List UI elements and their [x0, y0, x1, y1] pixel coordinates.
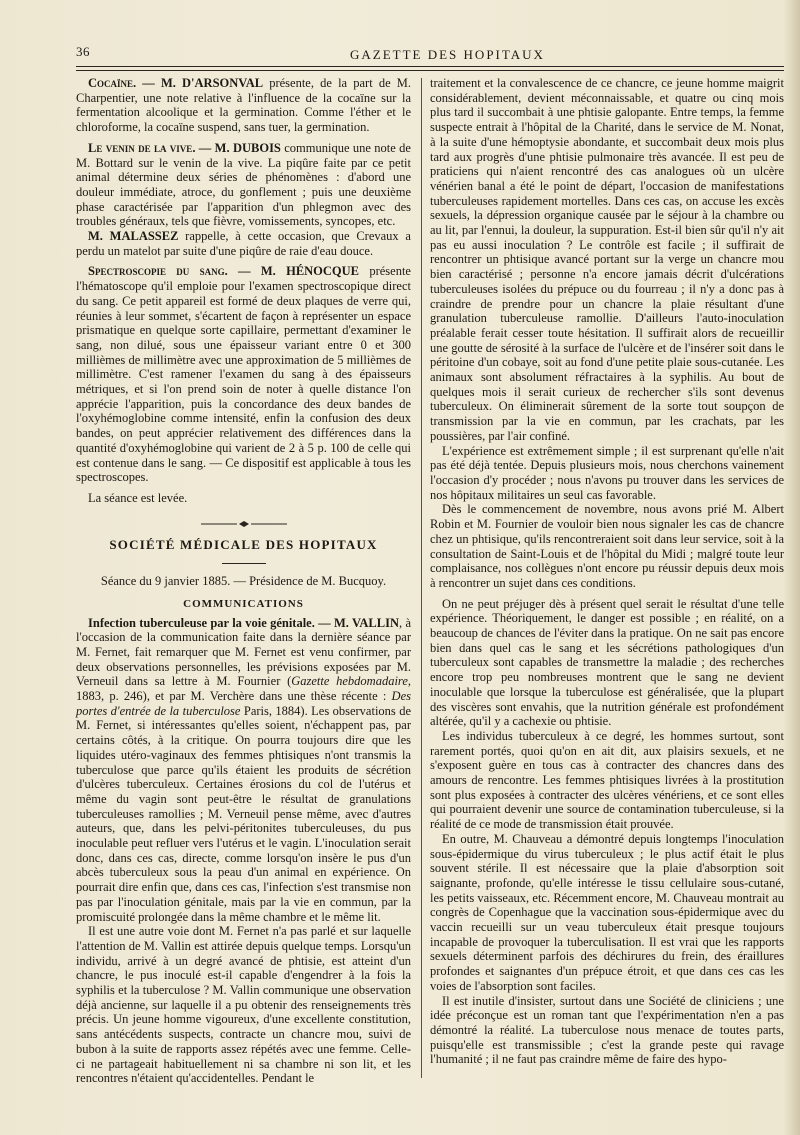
paragraph-seance-levee: La séance est levée. [88, 490, 188, 505]
running-title: GAZETTE DES HOPITAUX [350, 47, 545, 62]
section-ornament [76, 518, 411, 533]
paragraph-lead: Spectroscopie du sang. — M. HÉNOCQUE [88, 264, 360, 279]
session-line: Séance du 9 janvier 1885. — Présidence de M. Bucquoy. [100, 574, 387, 589]
paragraph-text: , 1883, p. 246), et par M. Verchère dans une thèse récente : [76, 674, 411, 704]
paragraph-spectroscopie [76, 264, 411, 485]
ornament-rule-icon [199, 520, 289, 528]
page-number: 36 [76, 44, 90, 59]
communications-heading: COMMUNICATIONS [183, 597, 304, 610]
left-column [76, 76, 411, 1086]
paragraph-individus: Les individus tuberculeux à ce degré, les hommes surtout, sont rarement portés, quoi qu'on en ait dit, aux plaisirs sexuels, et ne s'exposent guère en tous cas à contracter des chancres dans des amours de rencontre. Les femmes phtisiques livrées à la prostitution sont plus exposées à contracter des ulcères vénériens, et ce sont elles qui pourraient devenir une source de contamination tuberculeuse, si la réalité de ce mode de transmission était prouvée. [430, 728, 784, 832]
paragraph-autre-voie: Il est une autre voie dont M. Fernet n'a pas parlé et sur laquelle l'attention de M. Vallin est attirée depuis quelque temps. Lorsqu'un individu, arrivé à un degré avancé de phtisie, est atteint d'un chancre, le pus inoculé est-il capable d'engendrer à la fois la syphilis et la tuberculose ? M. Vallin communique une observation déjà ancienne, sur laquelle il a pu obtenir des renseignements très précis. Un jeune homme vigoureux, d'une excellente constitution, sans antécédents suspects, contracte un chancre mou, suivi de bubon à la suite de rapports assez répétés avec une femme. Celle-ci ne partageait habituellement ni sa chambre ni son lit, et les rencontres n'étaient qu'accidentelles. Pendant le [76, 924, 411, 1086]
paragraph-lead: Infection tuberculeuse par la voie génitale. — M. VALLIN [88, 615, 399, 630]
paragraph-text: communique une note de M. Bottard sur le venin de la vive. La piqûre faite par ce petit animal détermine deux séries de phénomènes : d'abord une douleur immédiate, atroce, du gonflement ; puis une deuxième phase caractérisée par l'apparition d'un phlegmon avec des troubles généraux, tels que fièvre, vomissements, syncopes, etc. [76, 140, 411, 229]
column-divider [421, 78, 422, 1078]
paragraph-text: présente, de la part de M. Charpentier, une note relative à l'influence de la cocaïne sur la fermentation alcoolique et la germination. Comme l'éther et le chloroforme, la cocaïne suspend, sans tuer, la germination. [76, 76, 411, 135]
citation-title: Des portes d'entrée de la tuberculose [76, 689, 411, 718]
paragraph-experience: L'expérience est extrêmement simple ; il est surprenant qu'elle n'ait pas été déjà tentée. Depuis plusieurs mois, nous cherchons vainement l'occasion d'y procéder ; nous n'avons pu trouver dans les services de nos hôpitaux militaires un seul cas favorable. [430, 443, 784, 502]
short-rule [222, 563, 266, 564]
paragraph-inutile: Il est inutile d'insister, surtout dans une Société de cliniciens ; une idée préconçue est un roman tant que l'expérimentation n'en a pas démontré la réalité. La tuberculose nous menace de toutes parts, puisqu'elle est transmissible ; c'est la grande peste qui ravage l'humanité ; il ne faut pas craindre même de faire des hypo- [430, 993, 784, 1067]
paragraph-venin [76, 141, 411, 229]
paragraph-novembre: Dès le commencement de novembre, nous avons prié M. Albert Robin et M. Fournier de vouloir bien nous signaler les cas de chancre chez un phtisique, qu'ils rencontreraient soit dans leur service, soit à la consultation de Saint-Louis et de l'hôpital du Midi ; malgré toute leur complaisance, nos collègues n'ont encore pu réussir depuis deux mois à rencontrer un sujet dans ces conditions. [430, 502, 784, 590]
paragraph-malassez [76, 229, 411, 258]
header-rule-thin [76, 70, 784, 71]
section-heading-society: SOCIÉTÉ MÉDICALE DES HOPITAUX [109, 537, 378, 553]
citation-title: Gazette hebdomadaire [291, 674, 408, 689]
paragraph-text: Paris, 1884). Les observations de M. Fernet, si intéressantes qu'elles soient, n'échappent pas, par certains côtés, à la critique. On pourra toujours dire que les liquides utéro-vaginaux des femmes phtisiques n'ont transmis la tuberculose que parce qu'ils étaient les produits de sécrétion d'ulcères tuberculeux. Certaines érosions du col de l'utérus et même du vagin sont peut-être le résultat de granulations tuberculeuses ramollies ; M. Verneuil pense même, avec d'autres auteurs, que, dans les pelvi-péritonites tuberculeuses, du pus inoculable peut refluer vers l'utérus et le vagin. L'inoculation serait donc, dans ces cas, directe, comme lorsqu'on insère le pus d'un abcès tuberculeux sous la peau d'un animal en expérience. On pourrait dire enfin que, dans ces cas, l'infection s'est transmise non pas par l'inoculation génitale, mais par la vie en commun, par la promiscuité prolongée dans la même chambre et le même lit. [76, 703, 412, 924]
paragraph-lead: M. MALASSEZ [88, 229, 179, 244]
paragraph-traitement: traitement et la convalescence de ce chancre, ce jeune homme maigrit considérablement, devient méconnaissable, et quatre ou cinq mois plus tard il succombait à une phtisie galopante. Entre temps, la femme suspecte entrait à l'hôpital de la Charité, dans le service de M. Nonat, à la suite d'une hémoptysie abondante, et succombait deux mois plus tard aux progrès d'une phtisie pulmonaire très avancée. Il est peu de praticiens qui n'aient rencontré des cas analogues où un ulcère vénérien banal a été le point de départ, l'occasion de manifestations tuberculeuses rapidement mortelles. Dans ces cas, on accuse les excès sexuels, la dépression organique causée par le séjour à la chambre ou au lit, par l'ennui, la douleur, la suppuration. Est-il bien sûr qu'il n'y ait pas eu aussi inoculation ? Le contrôle est facile ; il suffirait de rencontrer un phtisique avancé portant sur la verge un chancre mou bien caractérisé ; personne n'a encore jamais décrit d'ulcérations tuberculeuses isolées du prépuce ou du fourreau ; il n'y a donc pas à craindre de prendre pour un chancre la plaie résultant d'une granulation tuberculeuse ramollie. D'ailleurs l'auto-inoculation préalable ferait cesser toute hésitation. Il suffirait alors de recueillir une goutte de sérosité à la surface de l'ulcère et de l'insérer soit dans le péritoine d'un cobaye, soit au fond d'une petite plaie sous-cutanée. Les animaux sont absolument réfractaires à la syphilis. Au bout de quelques mois il serait curieux de rechercher s'ils sont devenus tuberculeux. On éliminerait sûrement de la sorte tout soupçon de transmission par la vie en commun, par les crachats, par les poussières, par l'air confiné. [430, 76, 784, 443]
paragraph-lead: Le venin de la vive. — M. DUBOIS [88, 140, 281, 155]
paragraph-lead: Cocaïne. — M. D'ARSONVAL [88, 76, 264, 90]
right-column [430, 76, 784, 1067]
header-rule-thick [76, 66, 784, 67]
paragraph-text: rappelle, à cette occasion, que Crevaux a perdu un matelot par suite d'une piqûre de raie d'eau douce. [76, 229, 411, 258]
paragraph-chauveau: En outre, M. Chauveau a démontré depuis longtemps l'inoculation sous-épidermique du virus tuberculeux ; le plus actif était le plus souvent stérile. Il est nécessaire que la plaie d'absorption soit saignante, profonde, qu'elle intéresse le tissu cellulaire sous-cutané, les petits vaisseaux, etc. Récemment encore, M. Chauveau montrait au congrès de Copenhague que la vaccination sous-épidermique avec du vaccin recueilli sur un veau tuberculeux était presque toujours incapable de provoquer la tuberculisation. Il est vrai que les rapports sexuels déterminent parfois des déchirures du frein, des éraillures profondes et saignantes d'un prépuce étroit, et que dans ces cas les voies de l'absorption sont faciles. [430, 831, 784, 993]
paragraph-prejuger: On ne peut préjuger dès à présent quel serait le résultat d'une telle expérience. Théoriquement, le danger est possible ; en réalité, on a beaucoup de chances de l'éviter dans la pratique. On ne sait pas encore bien dans quel cas le sang et les sécrétions pathologiques d'un tuberculeux sont capables de transmettre la maladie ; des recherches encore trop peu nombreuses montrent que le sang ne devient inoculable que lorsque la tuberculose est généralisée, que la plupart des viscères sont envahis, que la nutrition générale est profondément altérée, qu'il y a cachexie ou phtisie. [430, 596, 784, 729]
paragraph-cocaine [76, 76, 411, 135]
page-edge-shadow [784, 0, 800, 1135]
paragraph-text: , à l'occasion de la communication faite dans la dernière séance par M. Fernet, fait remarquer que M. Fernet est venu confirmer, par deux observations personnelles, les prévisions exposées par M. Verneuil dans sa lettre à M. Fournier ( [76, 615, 411, 689]
paragraph-text: présente l'hématoscope qu'il emploie pour l'examen spectroscopique direct du sang. Ce petit appareil est formé de deux plaques de verre qui, réunies à leur sommet, s'écartent de façon à représenter un espace prismatique en quelque sorte capillaire, permettant d'examiner le sang, non dilué, sous une épaisseur variant entre 0 et 300 millièmes de millimètre avec une approximation de 5 millièmes de millimètre. C'est ramener l'examen du sang à des épaisseurs métriques, et si l'on prend soin de noter à quelle distance l'on apprécie l'apparition, puis la concordance des deux bandes de l'oxyhémoglobine comme intensité, enfin la confusion des deux bandes, on peut apprécier relativement des différences dans la quantité d'oxyhémoglobine qui varient de 2 à 5 p. 100 de celle qui est contenue dans le sang. — Ce dispositif est applicable à tous les spectroscopes. [76, 264, 411, 485]
paragraph-infection [76, 616, 411, 925]
